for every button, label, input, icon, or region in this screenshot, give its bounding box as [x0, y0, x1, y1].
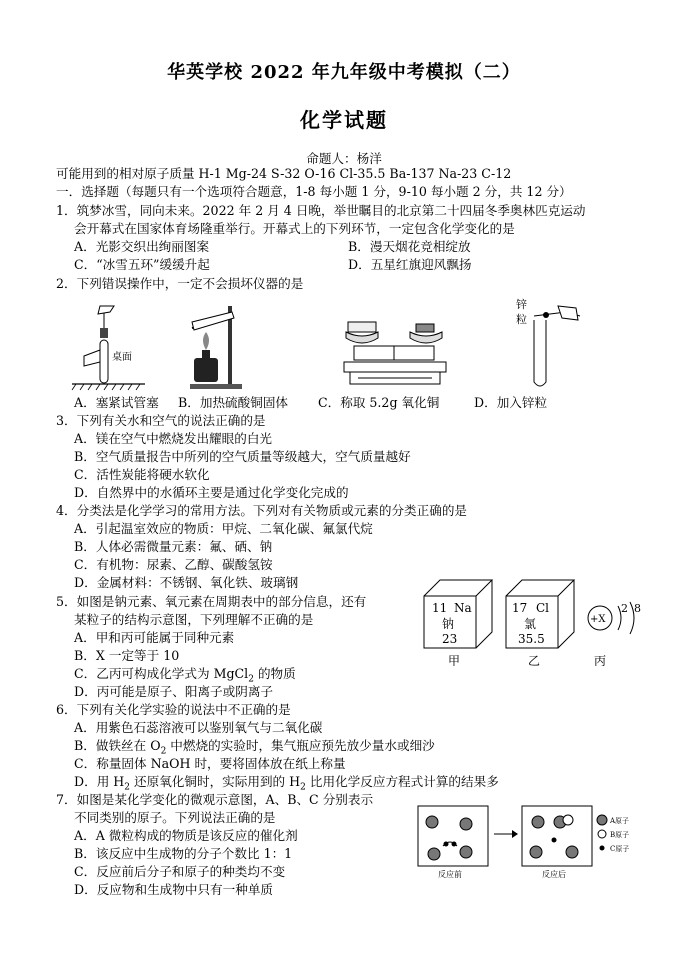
- q3-option-a: A．镁在空气中燃烧发出耀眼的白光: [74, 431, 273, 446]
- q2-figure-a-test-tube-stopper: [70, 300, 150, 392]
- svg-text:Na: Na: [454, 601, 472, 615]
- q7-stem-line1: 7．如图是某化学变化的微观示意图，A、B、C 分别表示: [56, 792, 374, 807]
- svg-text:23: 23: [442, 632, 458, 646]
- svg-text:甲: 甲: [448, 654, 461, 666]
- q5-figure-periodic-cells: [418, 574, 688, 666]
- q2-option-c: C．称取 5.2g 氧化铜: [318, 395, 440, 410]
- q5-stem-line1: 5．如图是钠元素、氧元素在周期表中的部分信息，还有: [56, 594, 367, 609]
- svg-text:丙: 丙: [594, 654, 607, 666]
- svg-text:17: 17: [512, 601, 528, 615]
- q5-option-d: D．丙可能是原子、阳离子或阴离子: [74, 684, 274, 699]
- svg-text:11: 11: [432, 601, 448, 615]
- q1-option-d: D．五星红旗迎风飘扬: [348, 257, 472, 272]
- q1-stem-line2: 会开幕式在国家体育场隆重举行。开幕式上的下列环节，一定包含化学变化的是: [74, 221, 515, 236]
- q2-stem: 2．下列错误操作中，一定不会损坏仪器的是: [56, 276, 304, 291]
- q7-option-a: A．A 微粒构成的物质是该反应的催化剂: [74, 828, 298, 843]
- q1-stem-line1: 1．筑梦冰雪，同向未来。2022 年 2 月 4 日晚，举世瞩目的北京第二十四届冬季奥林匹克运动: [56, 203, 586, 218]
- svg-text:35.5: 35.5: [518, 632, 545, 646]
- q4-option-b: B．人体必需微量元素：氟、硒、钠: [74, 539, 273, 554]
- svg-text:钠: 钠: [442, 617, 455, 631]
- subject-title: 化学试题: [300, 108, 388, 132]
- atomic-masses: 可能用到的相对原子质量 H-1 Mg-24 S-32 O-16 Cl-35.5 Ba-137 Na-23 C-12: [56, 166, 512, 181]
- q7-figure-microscopic-reaction: [412, 800, 648, 880]
- q2-fig-zinc-label1: 锌: [516, 298, 527, 311]
- q3-option-d: D．自然界中的水循环主要是通过化学变化完成的: [74, 485, 349, 500]
- q5-option-b: B．X 一定等于 10: [74, 648, 180, 663]
- q3-option-b: B．空气质量报告中所列的空气质量等级越大，空气质量越好: [74, 449, 411, 464]
- q5-stem-line2: 某粒子的结构示意图，下列理解不正确的是: [74, 612, 314, 627]
- q4-stem: 4．分类法是化学学习的常用方法。下列对有关物质或元素的分类正确的是: [56, 503, 468, 518]
- svg-text:乙: 乙: [528, 654, 541, 666]
- svg-text:2: 2: [621, 602, 628, 615]
- q7-option-b: B．该反应中生成物的分子个数比 1：1: [74, 846, 293, 861]
- q4-option-c: C．有机物：尿素、乙醇、碳酸氢铵: [74, 557, 273, 572]
- q1-option-c: C．“冰雪五环”缓缓升起: [74, 257, 210, 272]
- q7-option-c: C．反应前后分子和原子的种类均不变: [74, 864, 286, 879]
- q1-option-b: B．漫天烟花竞相绽放: [348, 239, 471, 254]
- exam-title: 华英学校 2022 年九年级中考模拟（二）: [167, 62, 521, 83]
- svg-text:Cl: Cl: [536, 601, 550, 615]
- q2-figure-d-zinc-test-tube: [506, 296, 582, 392]
- q2-fig-zinc-label2: 粒: [516, 313, 527, 326]
- q3-stem: 3．下列有关水和空气的说法正确的是: [56, 413, 266, 428]
- ion-structure-diagram: [588, 602, 641, 666]
- q3-option-c: C．活性炭能将硬水软化: [74, 467, 210, 482]
- q4-option-a: A．引起温室效应的物质：甲烷、二氧化碳、氟氯代烷: [74, 521, 373, 536]
- svg-text:+X: +X: [590, 614, 606, 625]
- q1-option-a: A．光影交织出绚丽图案: [74, 239, 210, 254]
- author-line: 命题人：杨洋: [306, 151, 382, 166]
- q6-option-d: D．用 $H_2$ 还原氧化铜时，实际用到的 $H_2$ 比用化学反应方程式计算的结果多: [74, 774, 499, 793]
- q4-option-d: D．金属材料：不锈钢、氧化铁、玻璃钢: [74, 575, 299, 590]
- q2-option-b: B．加热硫酸铜固体: [178, 395, 289, 410]
- section-heading: 一．选择题（每题只有一个选项符合题意，1-8 每小题 1 分，9-10 每小题 2 分，共 12 分）: [56, 184, 572, 199]
- q2-option-d: D．加入锌粒: [474, 395, 548, 410]
- svg-text:8: 8: [634, 602, 641, 615]
- q6-option-a: A．用紫色石蕊溶液可以鉴别氧气与二氧化碳: [74, 720, 323, 735]
- q6-option-b: B．做铁丝在 $O_2$ 中燃烧的实验时，集气瓶应预先放少量水或细沙: [74, 738, 435, 757]
- q2-option-a: A．塞紧试管塞: [74, 395, 159, 410]
- q2-fig-desk-label: 桌面: [112, 352, 132, 363]
- q2-figure-b-heating-apparatus: [184, 298, 248, 392]
- q6-option-c: C．称量固体 NaOH 时，要将固体放在纸上称量: [74, 756, 346, 771]
- after-label: 反应后: [542, 870, 566, 879]
- legend-a: A原子: [610, 817, 630, 825]
- q7-stem-line2: 不同类别的原子。下列说法正确的是: [74, 810, 276, 825]
- before-label: 反应前: [438, 870, 462, 879]
- q5-option-c: C．乙丙可构成化学式为 MgCl$_2$ 的物质: [74, 666, 296, 685]
- legend-b: B原子: [610, 831, 630, 839]
- q7-option-d: D．反应物和生成物中只有一种单质: [74, 882, 274, 897]
- svg-text:氯: 氯: [524, 617, 537, 631]
- q5-option-a: A．甲和丙可能属于同种元素: [74, 630, 235, 645]
- legend-c: C原子: [610, 845, 630, 853]
- q6-stem: 6．下列有关化学实验的说法中不正确的是: [56, 702, 291, 717]
- q2-figure-c-balance: [340, 318, 450, 390]
